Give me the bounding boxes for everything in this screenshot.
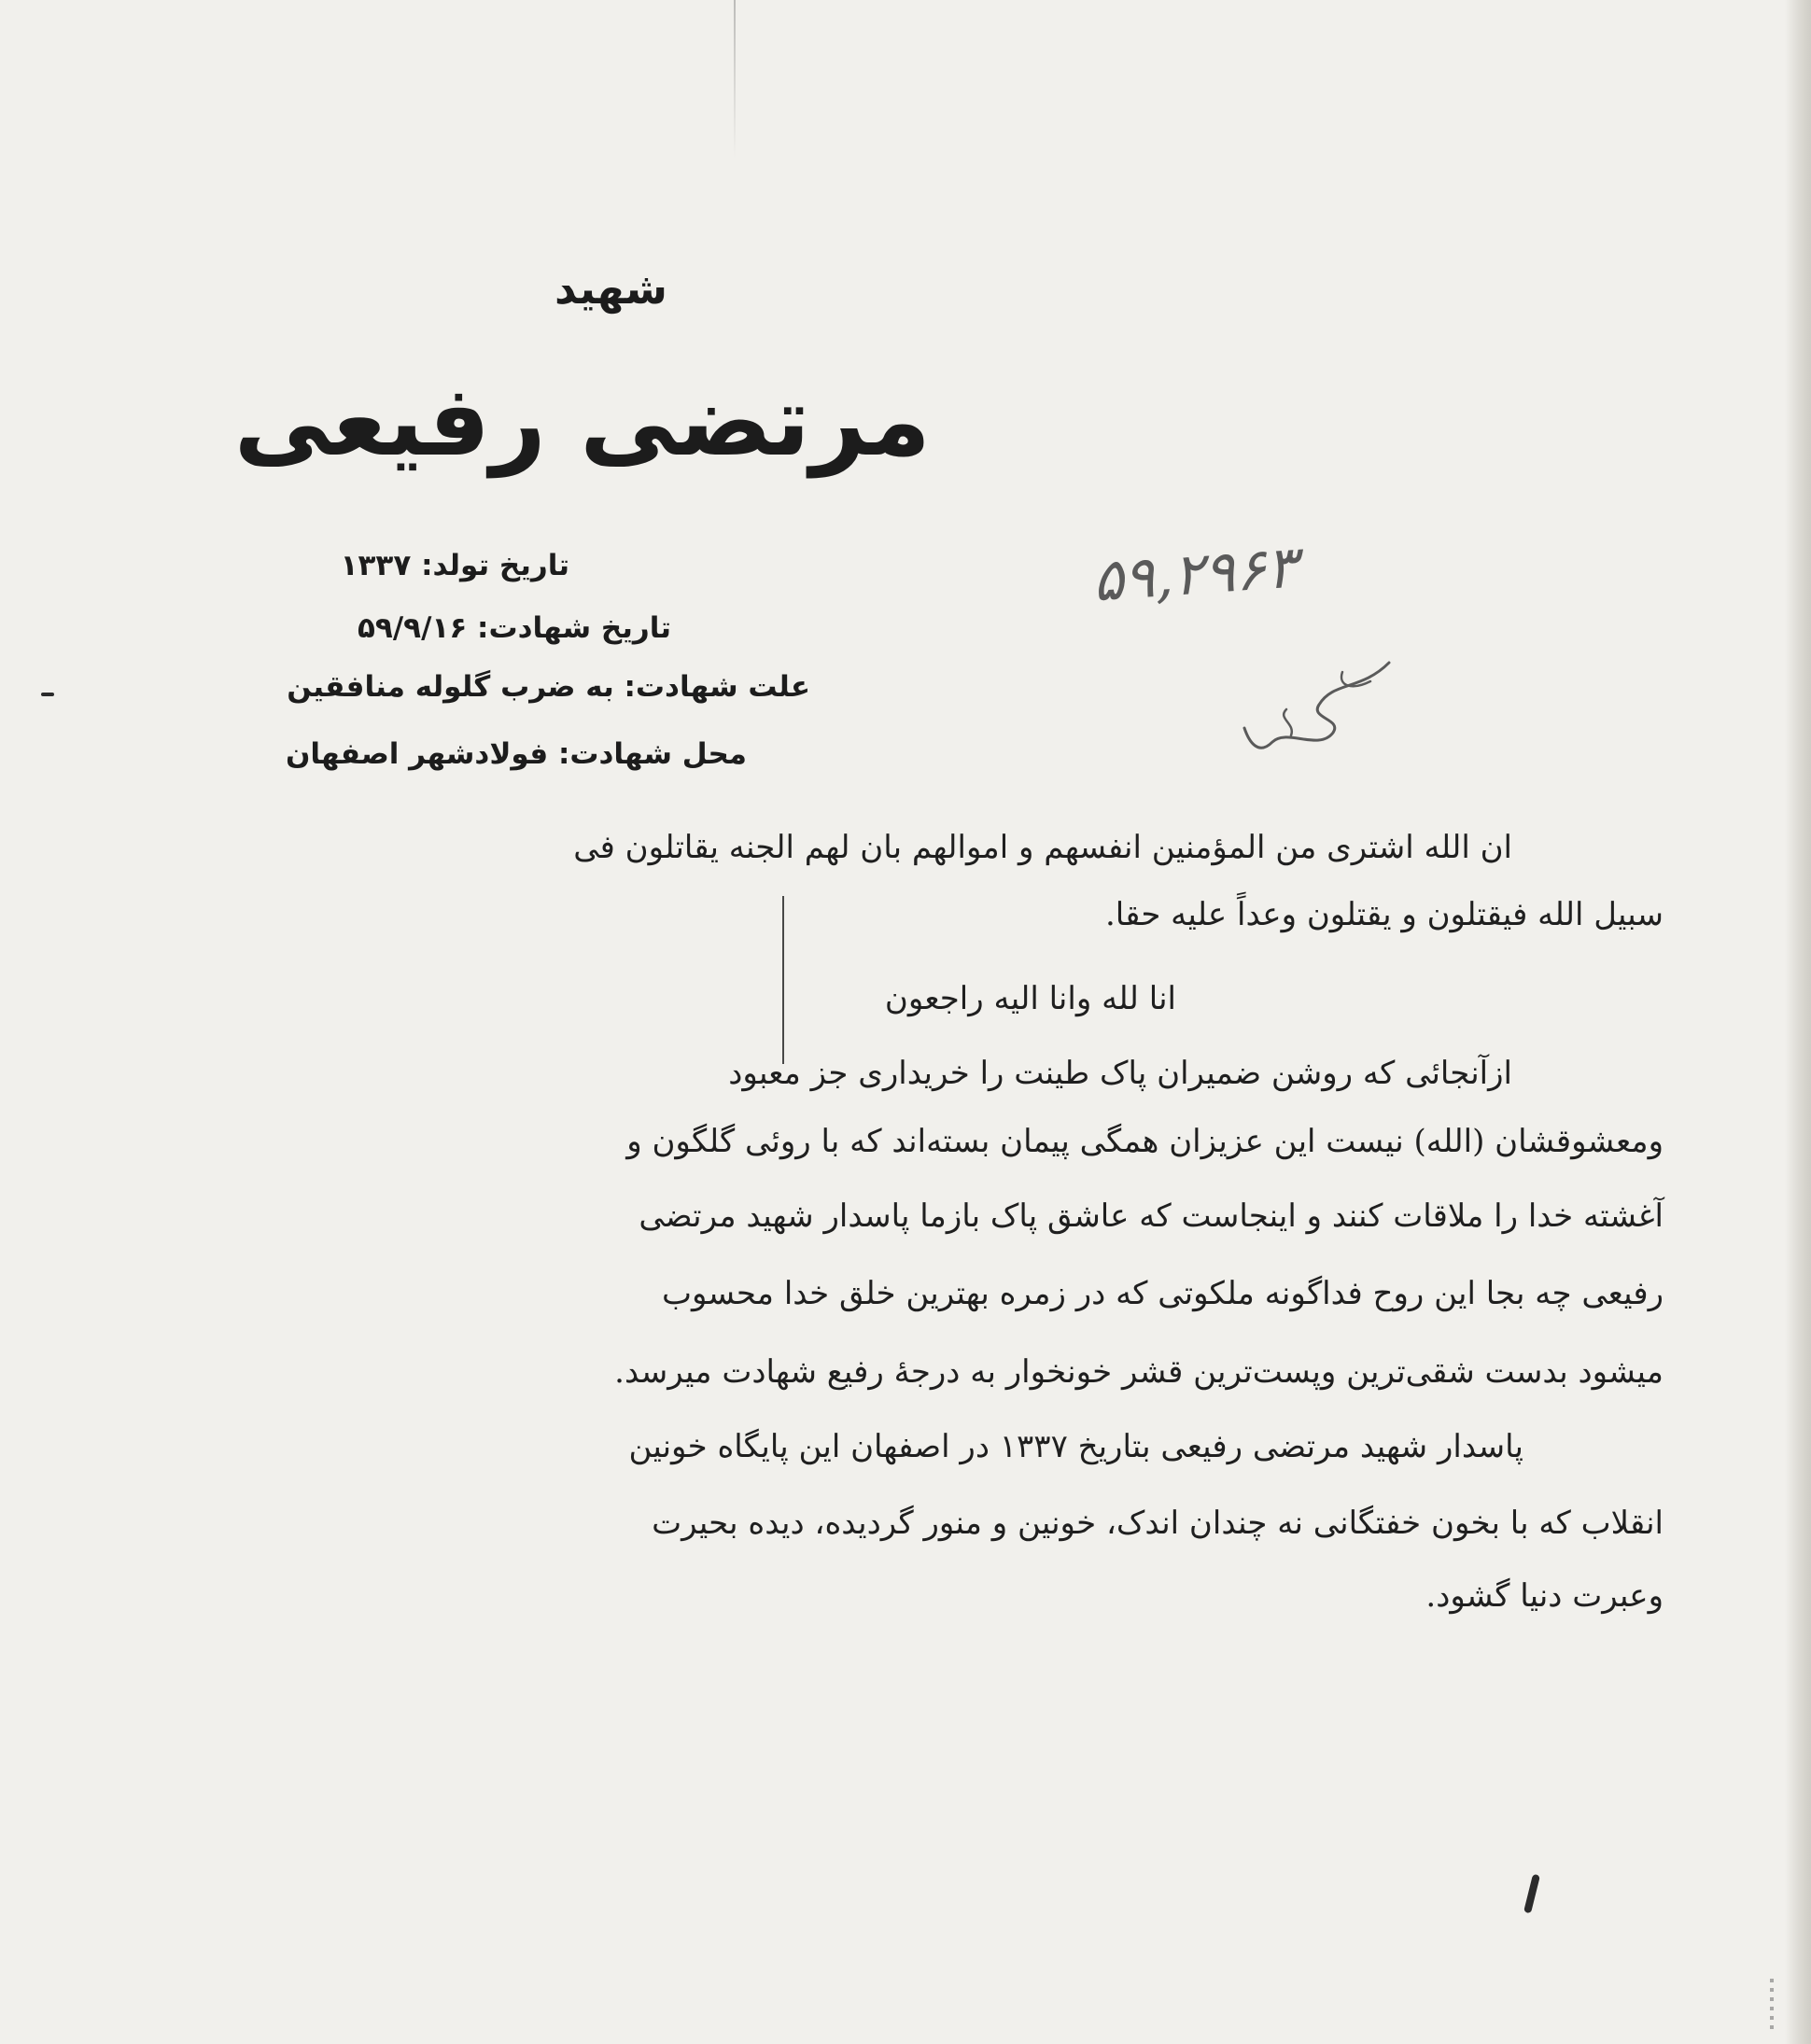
title-prefix: شهید xyxy=(555,263,667,314)
paragraph-1-line-2: ومعشوقشان (الله) نیست این عزیزان همگی پیمان بسته‌اند که با روئی گلگون و xyxy=(626,1123,1664,1160)
paragraph-1-line-4: رفیعی چه بجا این روح فداگونه ملکوتی که در زمره بهترین خلق خدا محسوب xyxy=(661,1275,1664,1312)
inna-lillah-line: انا لله وانا الیه راجعون xyxy=(884,980,1176,1017)
paragraph-1-line-1: ازآنجائی که روشن ضمیران پاک طینت را خریداری جز معبود xyxy=(728,1055,1512,1092)
birth-date: تاریخ تولد: ۱۳۳۷ xyxy=(340,549,569,582)
paragraph-2-line-1: پاسدار شهید مرتضی رفیعی بتاریخ ۱۳۳۷ در اصفهان این پایگاه خونین xyxy=(628,1428,1523,1465)
paper-fold-line xyxy=(734,0,736,159)
martyr-name: مرتضی رفیعی xyxy=(233,364,931,478)
martyrdom-cause: علت شهادت: به ضرب گلوله منافقین xyxy=(287,670,810,704)
paragraph-1-line-3: آغشته خدا را ملاقات کنند و اینجاست که عاشق پاک بازما پاسدار شهید مرتضی xyxy=(639,1197,1664,1235)
paragraph-2-line-2: انقلاب که با بخون خفتگانی نه چندان اندک، خونین و منور گردیده، دیده بحیرت xyxy=(652,1505,1664,1542)
verse-line-2: سبیل الله فیقتلون و یقتلون وعداً علیه حقا. xyxy=(1104,896,1664,933)
pen-stroke-mark xyxy=(782,896,784,1064)
handwritten-signature xyxy=(1230,653,1408,775)
scan-edge-dots xyxy=(1770,1979,1774,2035)
handwritten-number: ۵۹,۲۹۶۳ xyxy=(1089,532,1299,615)
paragraph-1-line-5: میشود بدست شقی‌ترین وپست‌ترین قشر خونخوار به درجهٔ رفیع شهادت میرسد. xyxy=(614,1353,1664,1391)
scan-edge-shadow xyxy=(1785,0,1811,2044)
signature-icon xyxy=(1230,653,1408,775)
stray-ink-mark xyxy=(41,693,54,696)
paragraph-2-line-3: وعبرت دنیا گشود. xyxy=(1425,1577,1664,1615)
verse-line-1: ان الله اشتری من المؤمنین انفسهم و اموالهم بان لهم الجنه یقاتلون فی xyxy=(573,829,1512,866)
martyrdom-place: محل شهادت: فولادشهر اصفهان xyxy=(285,737,747,771)
martyrdom-date: تاریخ شهادت: ۵۹/۹/۱۶ xyxy=(358,611,671,645)
stray-ink-mark xyxy=(1523,1874,1540,1914)
